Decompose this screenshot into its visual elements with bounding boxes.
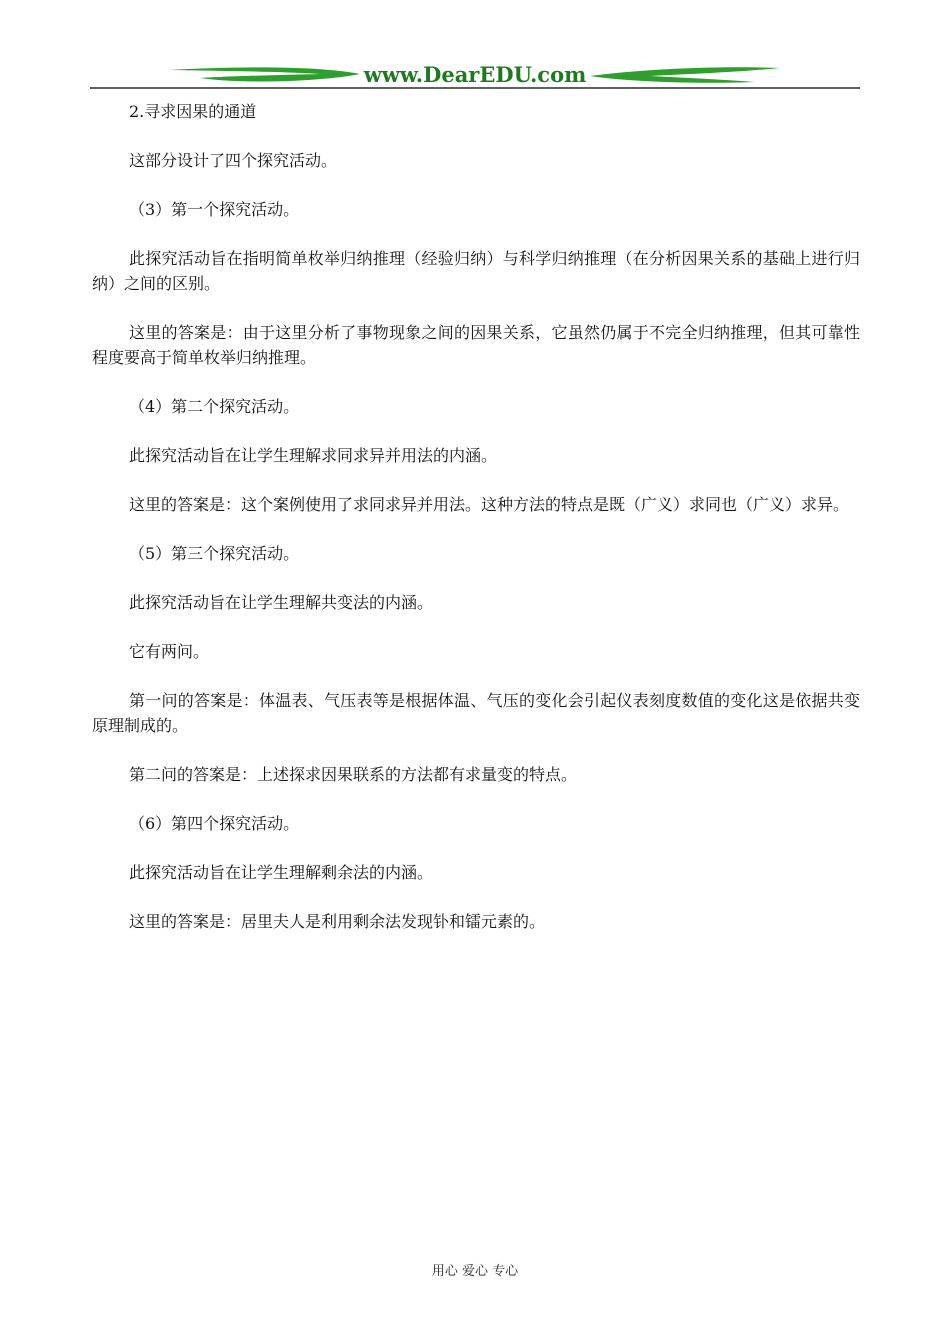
activity-heading: （4）第二个探究活动。 bbox=[129, 397, 300, 416]
site-logo-text: www.DearEDU.com bbox=[363, 62, 587, 87]
paragraph: 这部分设计了四个探究活动。 bbox=[129, 151, 338, 170]
paragraph: 此探究活动旨在让学生理解剩余法的内涵。 bbox=[129, 863, 434, 882]
activity-heading: （5）第三个探究活动。 bbox=[129, 544, 300, 563]
right-swoosh-icon bbox=[590, 67, 780, 82]
activity-heading: （6）第四个探究活动。 bbox=[129, 814, 300, 833]
header-banner bbox=[90, 60, 860, 92]
header-swoosh-graphic bbox=[90, 60, 860, 92]
paragraph: 此探究活动旨在指明简单枚举归纳推理（经验归纳）与科学归纳推理（在分析因果关系的基础上进行归纳）之间的区别。 bbox=[92, 249, 860, 293]
paragraph: 此探究活动旨在让学生理解共变法的内涵。 bbox=[129, 593, 434, 612]
left-swoosh-icon bbox=[170, 67, 360, 81]
paragraph: 第二问的答案是：上述探求因果联系的方法都有求量变的特点。 bbox=[129, 765, 578, 784]
paragraph: 第一问的答案是：体温表、气压表等是根据体温、气压的变化会引起仪表刻度数值的变化这是依据共变原理制成的。 bbox=[92, 691, 860, 735]
section-heading: 2.寻求因果的通道 bbox=[129, 102, 257, 121]
activity-heading: （3）第一个探究活动。 bbox=[129, 200, 300, 219]
paragraph: 这里的答案是：这个案例使用了求同求异并用法。这种方法的特点是既（广义）求同也（广义）求异。 bbox=[129, 495, 850, 514]
document-body bbox=[92, 99, 860, 934]
paragraph: 这里的答案是：由于这里分析了事物现象之间的因果关系，它虽然仍属于不完全归纳推理，但其可靠性程度要高于简单枚举归纳推理。 bbox=[92, 323, 860, 367]
paragraph: 它有两问。 bbox=[129, 642, 210, 661]
paragraph: 这里的答案是：居里夫人是利用剩余法发现钋和镭元素的。 bbox=[129, 912, 546, 931]
paragraph: 此探究活动旨在让学生理解求同求异并用法的内涵。 bbox=[129, 446, 498, 465]
page-footer: 用心 爱心 专心 bbox=[431, 1264, 519, 1279]
